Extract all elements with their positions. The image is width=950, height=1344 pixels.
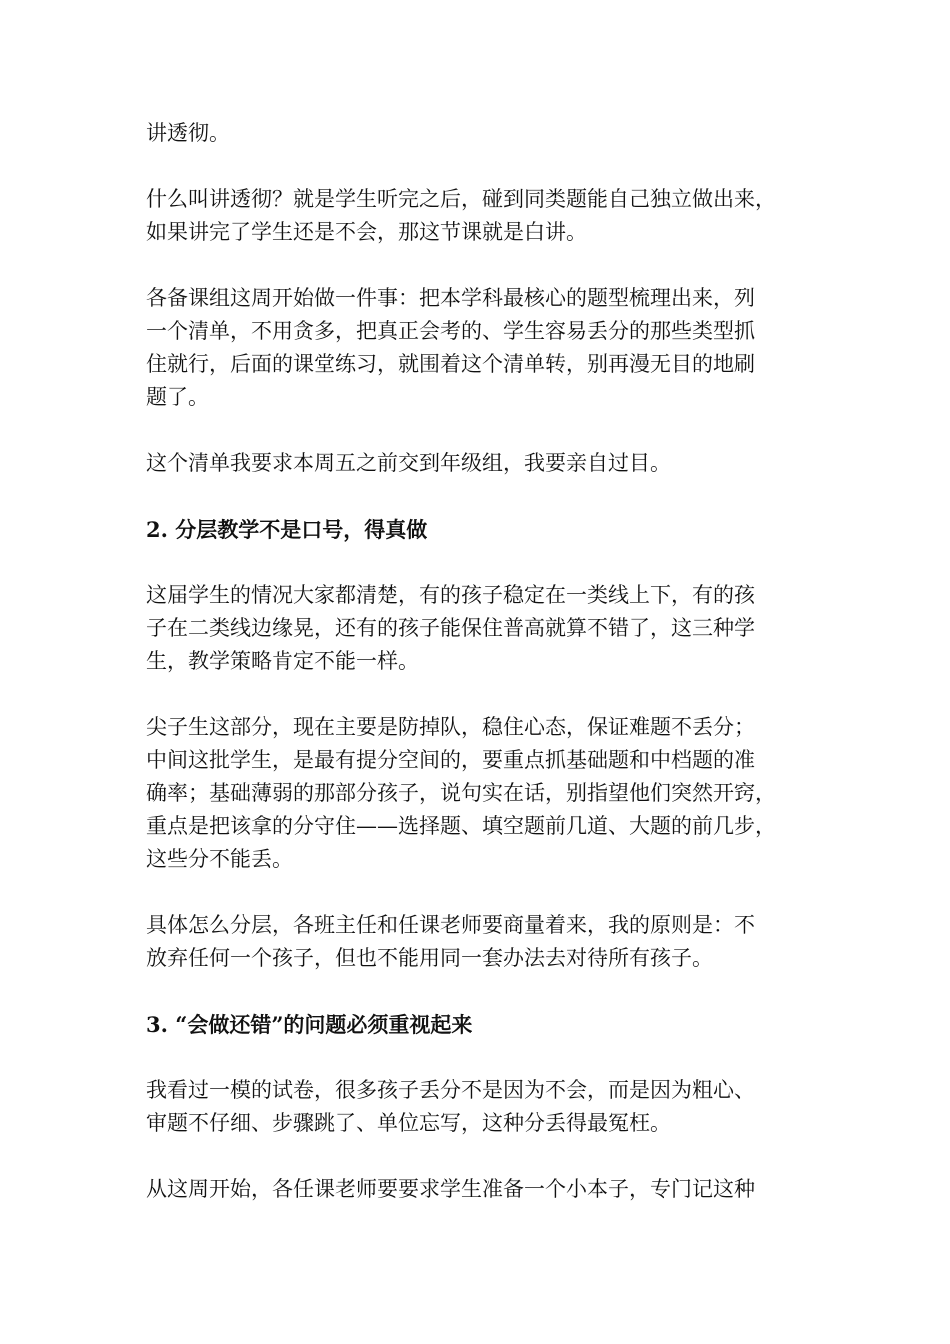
paragraph-task: 各备课组这周开始做一件事：把本学科最核心的题型梳理出来，列 一个清单，不用贪多，把真正会考的、学生容易丢分的那些类型抓 住就行，后面的课堂练习，就围着这个清单转，别再漫无目的地刷 题了。 bbox=[146, 286, 755, 409]
paragraph-deadline: 这个清单我要求本周五之前交到年级组，我要亲自过目。 bbox=[146, 451, 671, 475]
document-body bbox=[146, 117, 806, 1239]
section-heading-3: 3. “会做还错”的问题必须重视起来 bbox=[146, 1012, 473, 1037]
paragraph-notebook: 从这周开始，各任课老师要要求学生准备一个小本子，专门记这种 bbox=[146, 1177, 755, 1201]
section-heading-2: 2. 分层教学不是口号，得真做 bbox=[146, 517, 428, 542]
paragraph-definition: 什么叫讲透彻？就是学生听完之后，碰到同类题能自己独立做出来， 如果讲完了学生还是不会，那这节课就是白讲。 bbox=[146, 187, 776, 244]
paragraph-students: 这届学生的情况大家都清楚，有的孩子稳定在一类线上下，有的孩 子在二类线边缘晃，还有的孩子能保住普高就算不错了，这三种学 生，教学策略肯定不能一样。 bbox=[146, 583, 755, 673]
paragraph-tiers: 尖子生这部分，现在主要是防掉队，稳住心态，保证难题不丢分； 中间这批学生，是最有提分空间的，要重点抓基础题和中档题的准 确率；基础薄弱的那部分孩子，说句实在话，别指望他们突然开窍， 重点是把该拿的分守住——选择题、填空题前几道、大题的前几步， 这些分不能丢。 bbox=[146, 715, 776, 871]
paragraph-exam: 我看过一模的试卷，很多孩子丢分不是因为不会，而是因为粗心、 审题不仔细、步骤跳了、单位忘写，这种分丢得最冤枉。 bbox=[146, 1078, 755, 1135]
paragraph-continuation: 讲透彻。 bbox=[146, 121, 230, 145]
paragraph-principle: 具体怎么分层，各班主任和任课老师要商量着来，我的原则是：不 放弃任何一个孩子，但也不能用同一套办法去对待所有孩子。 bbox=[146, 913, 755, 970]
